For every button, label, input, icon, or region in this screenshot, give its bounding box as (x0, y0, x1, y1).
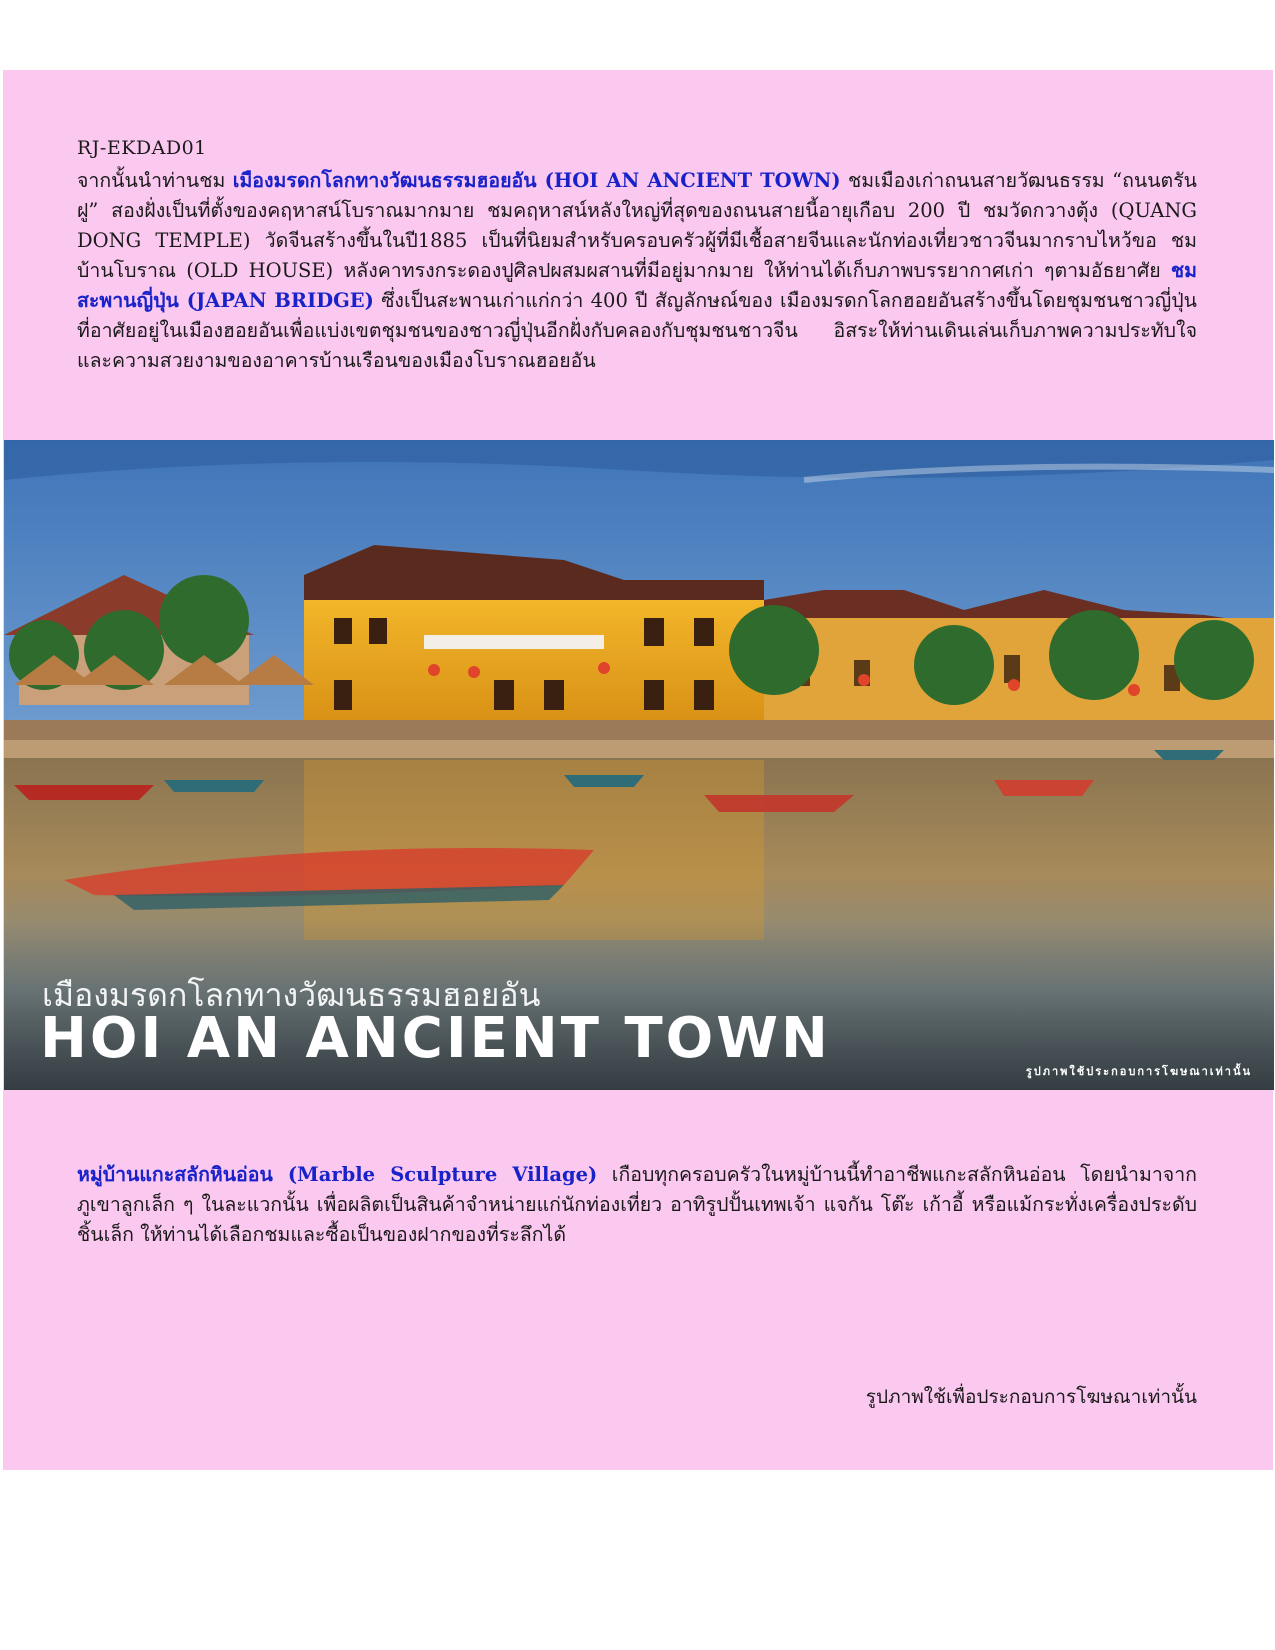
photo-caption-thai: เมืองมรดกโลกทางวัฒนธรรมฮอยอัน (42, 976, 541, 1014)
hoi-an-town-highlight: เมืองมรดกโลกทางวัฒนธรรมฮอยอัน (HOI AN ANCIENT TOWN) (232, 169, 841, 192)
footer-disclaimer: รูปภาพใช้เพื่อประกอบการโฆษณาเท่านั้น (865, 1386, 1197, 1408)
marble-village-text: เกือบทุกครอบครัวในหมู่บ้านนี้ทำอาชีพแกะสลักหินอ่อน โดยนำมาจากภูเขาลูกเล็ก ๆ ในละแวกนั้น เพื่อผลิตเป็นสินค้าจำหน่ายแก่นักท่องเที่ยว อาทิรูปปั้นเทพเจ้า แจกัน โต๊ะ เก้าอี้ หรือแม้กระทั่งเครื่องประดับชิ้นเล็ก ให้ท่านได้เลือกชมและซื้อเป็นของฝากของที่ระลึกได้ (77, 1163, 1197, 1246)
intro-paragraph (77, 166, 1197, 376)
marble-village-paragraph (77, 1160, 1197, 1250)
document-code: RJ-EKDAD01 (77, 137, 207, 159)
intro-suffix: ซึ่งเป็นสะพานเก่าแก่กว่า 400 ปี สัญลักษณ์ของ เมืองมรดกโลกฮอยอันสร้างขึ้นโดยชุมชนชาวญี่ปุ่นที่อาศัยอยู่ในเมืองฮอยอันเพื่อแบ่งเขตชุมชนของชาวญี่ปุ่นอีกฝั่งกับคลองกับชุมชนชาวจีน อิสระให้ท่านเดินเล่นเก็บภาพความประทับใจ และความสวยงามของอาคารบ้านเรือนของเมืองโบราณฮอยอัน (77, 289, 1198, 372)
hoi-an-photo (4, 440, 1274, 1090)
intro-prefix: จากนั้นนำท่านชม (77, 169, 233, 192)
marble-village-highlight: หมู่บ้านแกะสลักหินอ่อน (Marble Sculpture Village) (77, 1163, 598, 1186)
photo-caption-english: HOI AN ANCIENT TOWN (40, 1006, 831, 1071)
intro-middle: ชมเมืองเก่าถนนสายวัฒนธรรม “ถนนตรันฝู” สองฝั่งเป็นที่ตั้งของคฤหาสน์โบราณมากมาย ชมคฤหาสน์หลังใหญ่ที่สุดของถนนสายนี้อายุเกือบ 200 ปี ชมวัดกวางตุ้ง (QUANG DONG TEMPLE) วัดจีนสร้างขึ้นในปี1885 เป็นที่นิยมสำหรับครอบครัวผู้ที่มีเชื้อสายจีนและนักท่องเที่ยวชาวจีนมากราบไหว้ขอ ชมบ้านโบราณ (OLD HOUSE) หลังคาทรงกระดองปูศิลปผสมผสานที่มีอยู่มากมาย ให้ท่านได้เก็บภาพบรรยากาศเก่า ๆตามอัธยาศัย (77, 169, 1197, 282)
japan-bridge-highlight: ชมสะพานญี่ปุ่น (JAPAN BRIDGE) (77, 259, 1197, 312)
photo-disclaimer: รูปภาพใช้ประกอบการโฆษณาเท่านั้น (1025, 1065, 1252, 1078)
